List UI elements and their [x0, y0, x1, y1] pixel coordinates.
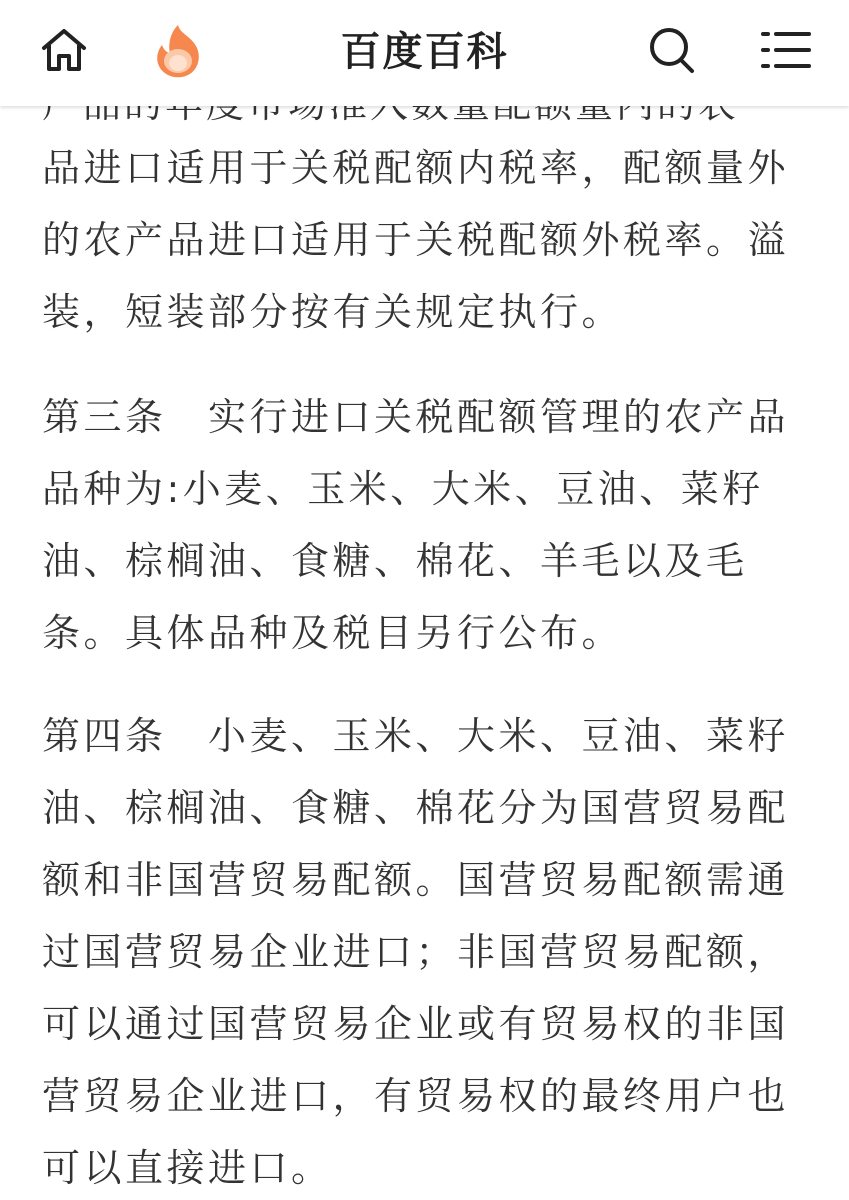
page-title: 百度百科 [340, 29, 509, 75]
menu-button[interactable] [756, 22, 816, 82]
article-paragraph-1: 品进口适用于关税配额内税率，配额量外的农产品进口适用于关税配额外税率。溢装，短装部分按有关规定执行。 [42, 146, 790, 334]
top-navigation-bar [0, 0, 849, 106]
menu-icon [760, 26, 812, 78]
search-button[interactable] [642, 22, 702, 82]
article-paragraph-2: 第三条 实行进口关税配额管理的农产品品种为:小麦、玉米、大米、豆油、菜籽油、棕榈油、食糖、棉花、羊毛以及毛条。具体品种及税目另行公布。 [42, 395, 790, 655]
search-icon [646, 24, 698, 80]
article-paragraph-3: 第四条 小麦、玉米、大米、豆油、菜籽油、棕榈油、食糖、棉花分为国营贸易配额和非国营贸易配额。国营贸易配额需通过国营贸易企业进口；非国营贸易配额，可以通过国营贸易企业或有贸易权的非国营贸易企业进口，有贸易权的最终用户也可以直接进口。 [42, 714, 790, 1190]
